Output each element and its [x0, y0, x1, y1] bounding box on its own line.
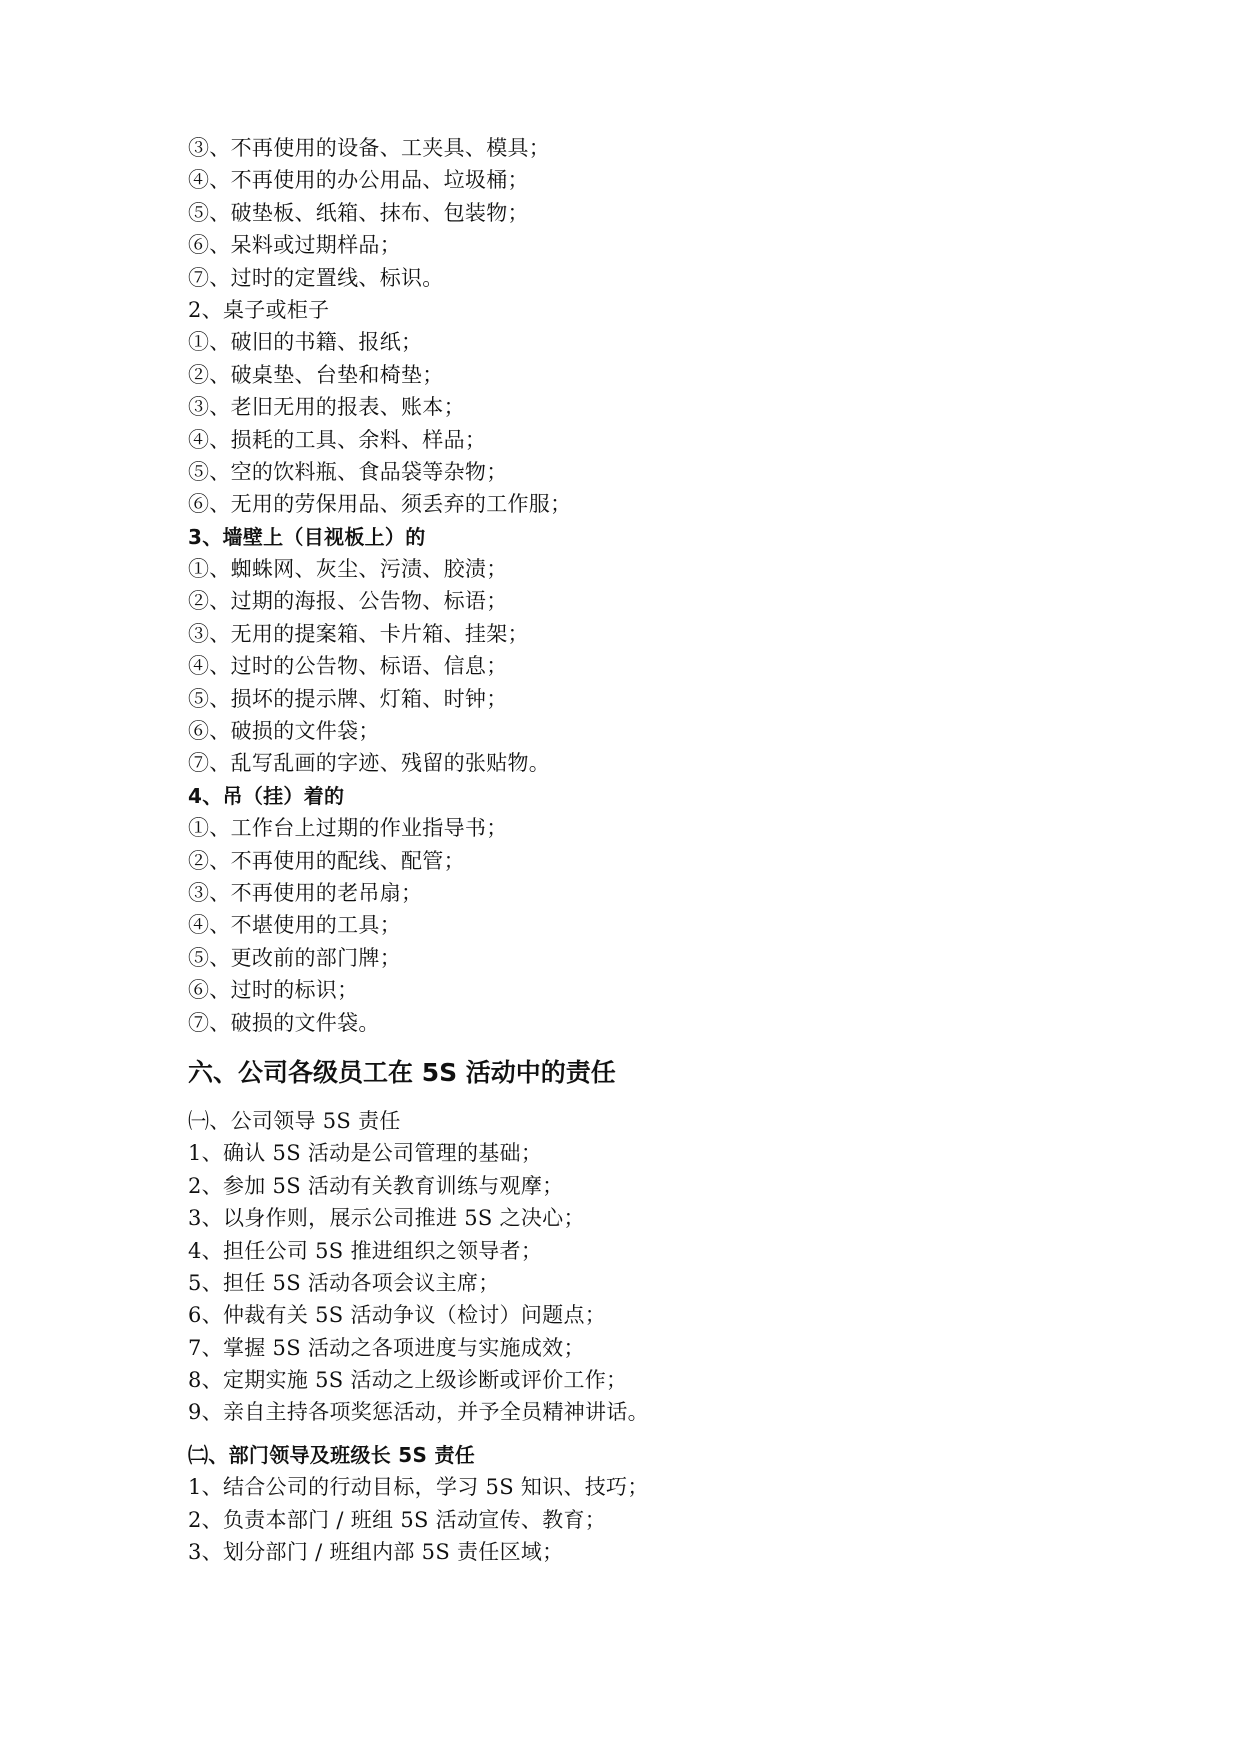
list-item: 6、仲裁有关 5S 活动争议（检讨）问题点；: [188, 1303, 607, 1328]
list-item: ①、蜘蛛网、灰尘、污渍、胶渍；: [188, 557, 508, 582]
list-item: ③、不再使用的老吊扇；: [188, 880, 423, 905]
list-item: ③、无用的提案箱、卡片箱、挂架；: [188, 621, 529, 646]
wall-items-list: [188, 553, 1088, 780]
list-item: ⑦、乱写乱画的字迹、残留的张贴物。: [188, 751, 551, 776]
leaders-items-list: [188, 1137, 1088, 1429]
list-item: 7、掌握 5S 活动之各项进度与实施成效；: [188, 1335, 585, 1360]
list-item: 2、负责本部门 / 班组 5S 活动宣传、教育；: [188, 1507, 607, 1532]
list-item: ③、不再使用的设备、工夹具、模具；: [188, 136, 551, 160]
leaders-subtitle: ㈠、公司领导 5S 责任: [188, 1108, 401, 1133]
list-item: 1、结合公司的行动目标，学习 5S 知识、技巧；: [188, 1475, 649, 1500]
list-item: ①、工作台上过期的作业指导书；: [188, 816, 508, 841]
list-item: ④、损耗的工具、余料、样品；: [188, 427, 487, 452]
list-item: 3、以身作则，展示公司推进 5S 之决心；: [188, 1206, 585, 1231]
dept-subtitle: ㈡、部门领导及班级长 5S 责任: [188, 1442, 476, 1467]
dept-items-list: [188, 1471, 1088, 1568]
section-heading: 六、公司各级员工在 5S 活动中的责任: [188, 1057, 616, 1087]
list-item: ⑤、破垫板、纸箱、抹布、包装物；: [188, 200, 529, 225]
list-item: ⑦、过时的定置线、标识。: [188, 265, 444, 290]
hang-items-list: [188, 812, 1088, 1039]
list-item: 3、划分部门 / 班组内部 5S 责任区域；: [188, 1540, 564, 1565]
list-item: ④、过时的公告物、标语、信息；: [188, 654, 508, 679]
list-item: ⑤、空的饮料瓶、食品袋等杂物；: [188, 459, 508, 484]
list-item: ④、不堪使用的工具；: [188, 913, 401, 938]
hang-subtitle: 4、吊（挂）着的: [188, 783, 345, 808]
list-item: 5、担任 5S 活动各项会议主席；: [188, 1270, 500, 1295]
list-item: 9、亲自主持各项奖惩活动，并予全员精神讲话。: [188, 1400, 649, 1425]
floor-items-list: [188, 132, 1088, 294]
list-item: ②、破桌垫、台垫和椅垫；: [188, 362, 444, 387]
list-item: ⑥、过时的标识；: [188, 978, 359, 1003]
wall-subtitle: 3、墙壁上（目视板上）的: [188, 524, 426, 549]
list-item: ⑦、破损的文件袋。: [188, 1010, 380, 1035]
list-item: 1、确认 5S 活动是公司管理的基础；: [188, 1141, 543, 1166]
list-item: ③、老旧无用的报表、账本；: [188, 395, 465, 420]
desk-items-list: [188, 326, 1088, 520]
list-item: ④、不再使用的办公用品、垃圾桶；: [188, 168, 529, 193]
list-item: ②、过期的海报、公告物、标语；: [188, 589, 508, 614]
list-item: ②、不再使用的配线、配管；: [188, 848, 465, 873]
spacer: [188, 1429, 1088, 1439]
list-item: ⑥、呆料或过期样品；: [188, 233, 401, 258]
list-item: ⑤、损坏的提示牌、灯箱、时钟；: [188, 686, 508, 711]
list-item: ⑥、破损的文件袋；: [188, 719, 380, 744]
desk-subtitle: 2、桌子或柜子: [188, 297, 330, 322]
list-item: 2、参加 5S 活动有关教育训练与观摩；: [188, 1173, 564, 1198]
list-item: ⑤、更改前的部门牌；: [188, 945, 401, 970]
list-item: ①、破旧的书籍、报纸；: [188, 330, 423, 355]
document-page: [188, 132, 1088, 1568]
list-item: 4、担任公司 5S 推进组织之领导者；: [188, 1238, 543, 1263]
list-item: 8、定期实施 5S 活动之上级诊断或评价工作；: [188, 1368, 628, 1393]
list-item: ⑥、无用的劳保用品、须丢弃的工作服；: [188, 492, 572, 517]
